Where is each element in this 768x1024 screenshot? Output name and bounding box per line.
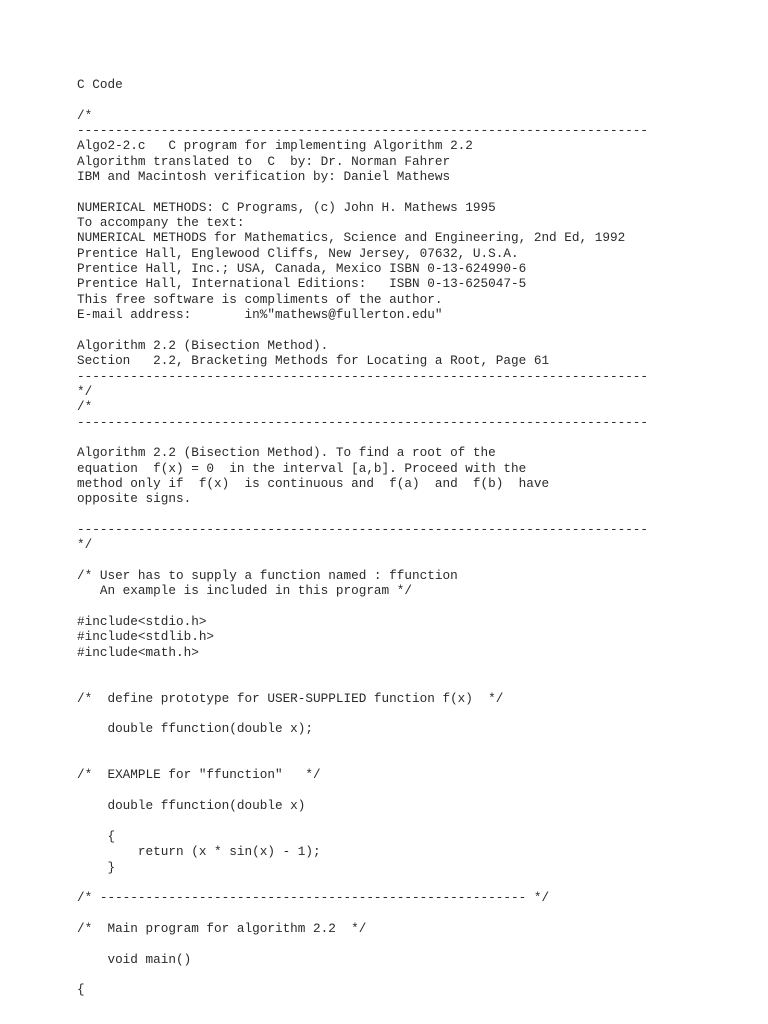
code-line (77, 737, 757, 752)
code-line: Prentice Hall, Inc.; USA, Canada, Mexico ISBN 0-13-624990-6 (77, 261, 527, 277)
code-line: E-mail address: in%"mathews@fullerton.edu" (77, 307, 443, 323)
code-line: --------------------------------------------------------------------------- (77, 368, 649, 384)
code-line: /* User has to supply a function named : ffunction (77, 568, 458, 583)
code-line: #include<math.h> (77, 644, 199, 660)
code-line (77, 430, 757, 445)
code-line (77, 553, 757, 568)
code-line (77, 814, 757, 829)
code-line (77, 752, 757, 767)
code-line (77, 706, 757, 721)
code-line: Algorithm translated to C by: Dr. Norman Fahrer (77, 153, 451, 169)
code-line: double ffunction(double x) (77, 798, 306, 814)
code-line (77, 323, 757, 338)
code-line (77, 599, 757, 614)
code-line: IBM and Macintosh verification by: Daniel Mathews (77, 169, 451, 185)
code-line: NUMERICAL METHODS: C Programs, (c) John H. Mathews 1995 (77, 199, 496, 215)
code-line: return (x * sin(x) - 1); (77, 844, 321, 860)
code-line (77, 967, 757, 982)
code-line: /* (77, 107, 93, 123)
code-line: /* (77, 399, 93, 415)
code-line: /* EXAMPLE for "ffunction" */ (77, 767, 321, 783)
code-line: equation f(x) = 0 in the interval [a,b]. Proceed with the (77, 460, 527, 476)
code-line: */ (77, 537, 93, 553)
code-line: */ (77, 383, 93, 399)
code-line (77, 507, 757, 522)
code-line: /* -------------------------------------------------------- */ (77, 890, 550, 906)
code-line: opposite signs. (77, 491, 192, 507)
code-line: This free software is compliments of the author. (77, 291, 443, 307)
code-line (77, 92, 757, 107)
code-line (77, 184, 757, 199)
code-line: --------------------------------------------------------------------------- (77, 123, 649, 139)
code-line: Algo2-2.c C program for implementing Algorithm 2.2 (77, 138, 473, 154)
code-document (77, 77, 757, 998)
code-line (77, 783, 757, 798)
code-line: void main() (77, 951, 192, 967)
code-line: Algorithm 2.2 (Bisection Method). To find a root of the (77, 445, 496, 461)
code-line: Section 2.2, Bracketing Methods for Locating a Root, Page 61 (77, 353, 550, 369)
code-line: To accompany the text: (77, 215, 245, 231)
code-line: C Code (77, 77, 123, 92)
code-line: /* define prototype for USER-SUPPLIED function f(x) */ (77, 690, 504, 706)
code-line: Prentice Hall, Englewood Cliffs, New Jersey, 07632, U.S.A. (77, 245, 519, 261)
code-line: Algorithm 2.2 (Bisection Method). (77, 337, 329, 353)
code-line: #include<stdlib.h> (77, 629, 215, 645)
code-line (77, 906, 757, 921)
code-line: { (77, 828, 116, 844)
code-line: --------------------------------------------------------------------------- (77, 521, 649, 537)
code-line (77, 875, 757, 890)
code-line: double ffunction(double x); (77, 721, 314, 737)
code-line (77, 675, 757, 690)
code-line (77, 936, 757, 951)
code-line: /* Main program for algorithm 2.2 */ (77, 920, 367, 936)
code-line: An example is included in this program */ (77, 583, 413, 599)
code-line: NUMERICAL METHODS for Mathematics, Science and Engineering, 2nd Ed, 1992 (77, 230, 626, 246)
code-line: { (77, 982, 85, 998)
code-line: } (77, 859, 116, 875)
code-line: #include<stdio.h> (77, 614, 207, 630)
code-line: Prentice Hall, International Editions: ISBN 0-13-625047-5 (77, 276, 527, 292)
code-line: --------------------------------------------------------------------------- (77, 414, 649, 430)
code-line: method only if f(x) is continuous and f(a) and f(b) have (77, 475, 550, 491)
code-line (77, 660, 757, 675)
